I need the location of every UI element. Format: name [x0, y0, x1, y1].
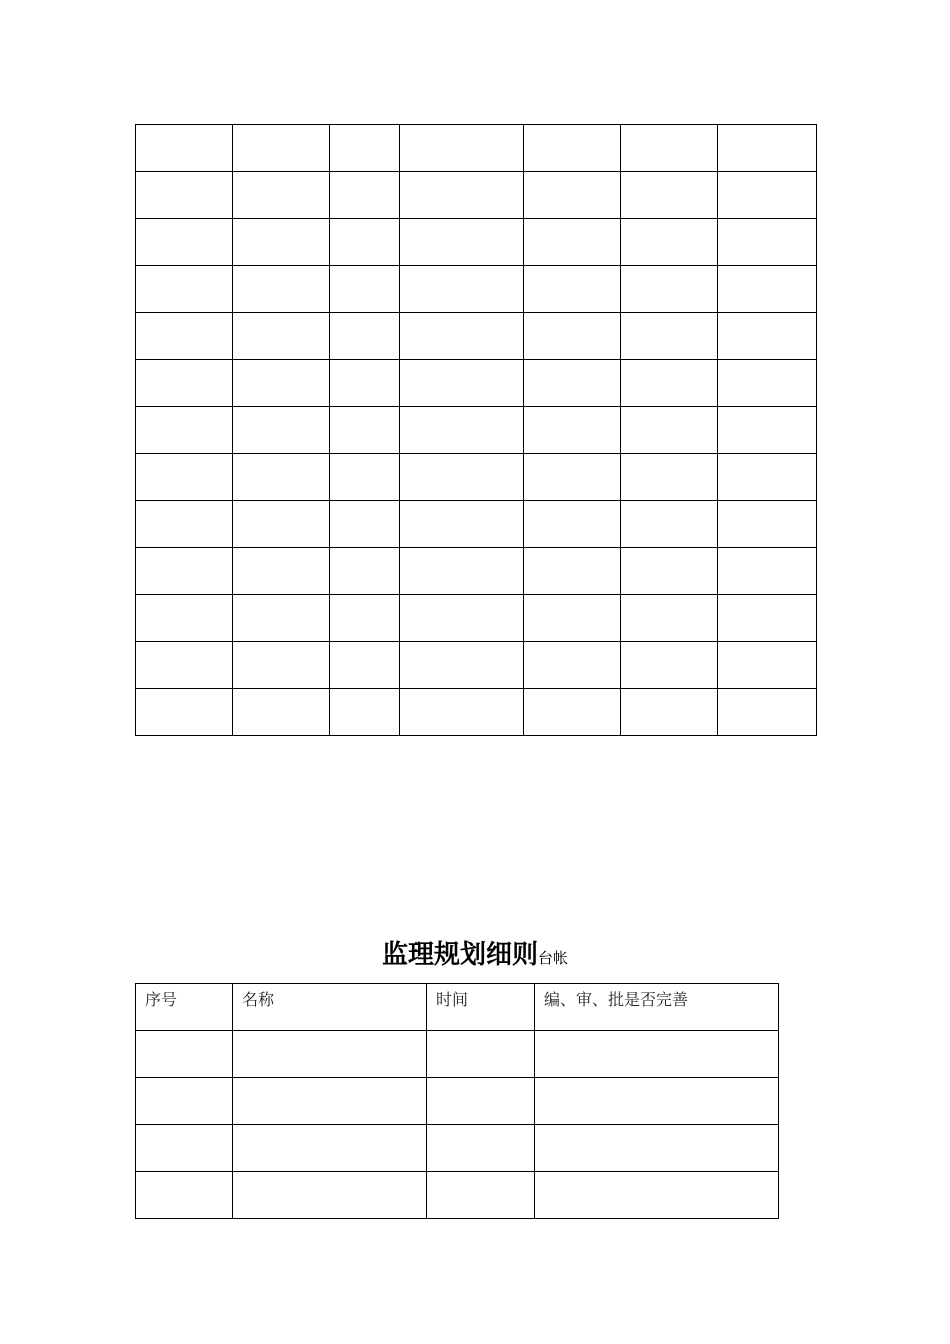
table-row	[136, 501, 817, 548]
table-cell	[427, 1031, 535, 1078]
table-cell	[621, 172, 718, 219]
table-cell	[400, 125, 524, 172]
table-cell	[524, 548, 621, 595]
table-cell	[330, 595, 400, 642]
table-cell	[524, 595, 621, 642]
table-cell	[400, 548, 524, 595]
table-cell	[136, 1125, 233, 1172]
table-cell	[233, 1031, 427, 1078]
table-cell	[233, 219, 330, 266]
table-cell	[330, 689, 400, 736]
table-cell	[621, 501, 718, 548]
table-cell	[524, 407, 621, 454]
table-row	[136, 642, 817, 689]
table-row	[136, 407, 817, 454]
table-cell	[400, 172, 524, 219]
table-cell	[400, 689, 524, 736]
table-cell	[233, 313, 330, 360]
table-cell	[718, 642, 817, 689]
header-approval: 编、审、批是否完善	[535, 984, 779, 1031]
table-cell	[136, 407, 233, 454]
table-row	[136, 689, 817, 736]
table-cell	[427, 1172, 535, 1219]
table-cell	[718, 548, 817, 595]
table-cell	[524, 266, 621, 313]
table-cell	[330, 125, 400, 172]
ledger-table	[135, 983, 779, 1219]
table-cell	[330, 313, 400, 360]
table-cell	[136, 501, 233, 548]
table-cell	[233, 454, 330, 501]
table-cell	[524, 501, 621, 548]
table-cell	[400, 313, 524, 360]
table-cell	[136, 360, 233, 407]
table-cell	[400, 266, 524, 313]
table-cell	[427, 1078, 535, 1125]
table-row	[136, 266, 817, 313]
table-cell	[524, 642, 621, 689]
blank-grid-table	[135, 124, 817, 736]
table-cell	[524, 172, 621, 219]
table-cell	[621, 689, 718, 736]
table-cell	[621, 454, 718, 501]
table-row	[136, 548, 817, 595]
table-cell	[330, 172, 400, 219]
table-cell	[136, 1031, 233, 1078]
table-cell	[718, 266, 817, 313]
table-cell	[400, 595, 524, 642]
table-cell	[718, 407, 817, 454]
table-cell	[718, 219, 817, 266]
table-cell	[136, 125, 233, 172]
table-cell	[535, 1031, 779, 1078]
table-cell	[621, 219, 718, 266]
table-cell	[136, 689, 233, 736]
table-cell	[535, 1125, 779, 1172]
table-cell	[621, 642, 718, 689]
header-index: 序号	[136, 984, 233, 1031]
table-cell	[524, 360, 621, 407]
table-cell	[233, 172, 330, 219]
table-cell	[330, 407, 400, 454]
table-cell	[330, 266, 400, 313]
table-row	[136, 172, 817, 219]
table-cell	[524, 313, 621, 360]
table-cell	[535, 1172, 779, 1219]
table-row	[136, 313, 817, 360]
ledger-header-row	[136, 984, 779, 1031]
table-row	[136, 454, 817, 501]
table-cell	[233, 360, 330, 407]
table-cell	[233, 548, 330, 595]
table-cell	[718, 595, 817, 642]
table-row	[136, 1031, 779, 1078]
table-row	[136, 1125, 779, 1172]
table-cell	[233, 595, 330, 642]
table-cell	[233, 1172, 427, 1219]
table-cell	[718, 313, 817, 360]
ledger-title-suffix: 台帐	[538, 949, 569, 967]
header-name: 名称	[233, 984, 427, 1031]
table-cell	[718, 501, 817, 548]
table-cell	[524, 454, 621, 501]
table-cell	[136, 1078, 233, 1125]
table-cell	[524, 219, 621, 266]
table-row	[136, 360, 817, 407]
table-cell	[136, 548, 233, 595]
table-cell	[718, 360, 817, 407]
table-cell	[621, 407, 718, 454]
table-cell	[233, 125, 330, 172]
table-cell	[233, 642, 330, 689]
table-cell	[330, 219, 400, 266]
table-cell	[233, 407, 330, 454]
table-cell	[524, 125, 621, 172]
table-cell	[621, 125, 718, 172]
ledger-title	[0, 934, 950, 971]
table-cell	[621, 548, 718, 595]
table-cell	[535, 1078, 779, 1125]
table-cell	[621, 595, 718, 642]
table-cell	[400, 407, 524, 454]
table-cell	[136, 454, 233, 501]
header-time: 时间	[427, 984, 535, 1031]
table-row	[136, 125, 817, 172]
ledger-title-main: 监理规划细则	[381, 940, 538, 970]
table-cell	[330, 454, 400, 501]
table-cell	[233, 266, 330, 313]
table-cell	[330, 548, 400, 595]
table-cell	[400, 360, 524, 407]
table-cell	[233, 689, 330, 736]
table-cell	[400, 454, 524, 501]
table-cell	[718, 172, 817, 219]
table-cell	[136, 219, 233, 266]
table-cell	[621, 266, 718, 313]
table-cell	[330, 501, 400, 548]
table-cell	[427, 1125, 535, 1172]
table-row	[136, 1172, 779, 1219]
table-cell	[233, 501, 330, 548]
table-cell	[330, 642, 400, 689]
table-cell	[621, 360, 718, 407]
table-row	[136, 595, 817, 642]
table-cell	[136, 172, 233, 219]
table-cell	[524, 689, 621, 736]
table-cell	[233, 1125, 427, 1172]
table-cell	[136, 1172, 233, 1219]
table-cell	[718, 454, 817, 501]
table-cell	[400, 219, 524, 266]
table-cell	[718, 125, 817, 172]
table-cell	[136, 266, 233, 313]
table-cell	[400, 501, 524, 548]
table-cell	[718, 689, 817, 736]
table-cell	[621, 313, 718, 360]
table-cell	[136, 313, 233, 360]
table-cell	[136, 595, 233, 642]
table-row	[136, 219, 817, 266]
table-cell	[330, 360, 400, 407]
table-row	[136, 1078, 779, 1125]
table-cell	[136, 642, 233, 689]
table-cell	[233, 1078, 427, 1125]
table-cell	[400, 642, 524, 689]
